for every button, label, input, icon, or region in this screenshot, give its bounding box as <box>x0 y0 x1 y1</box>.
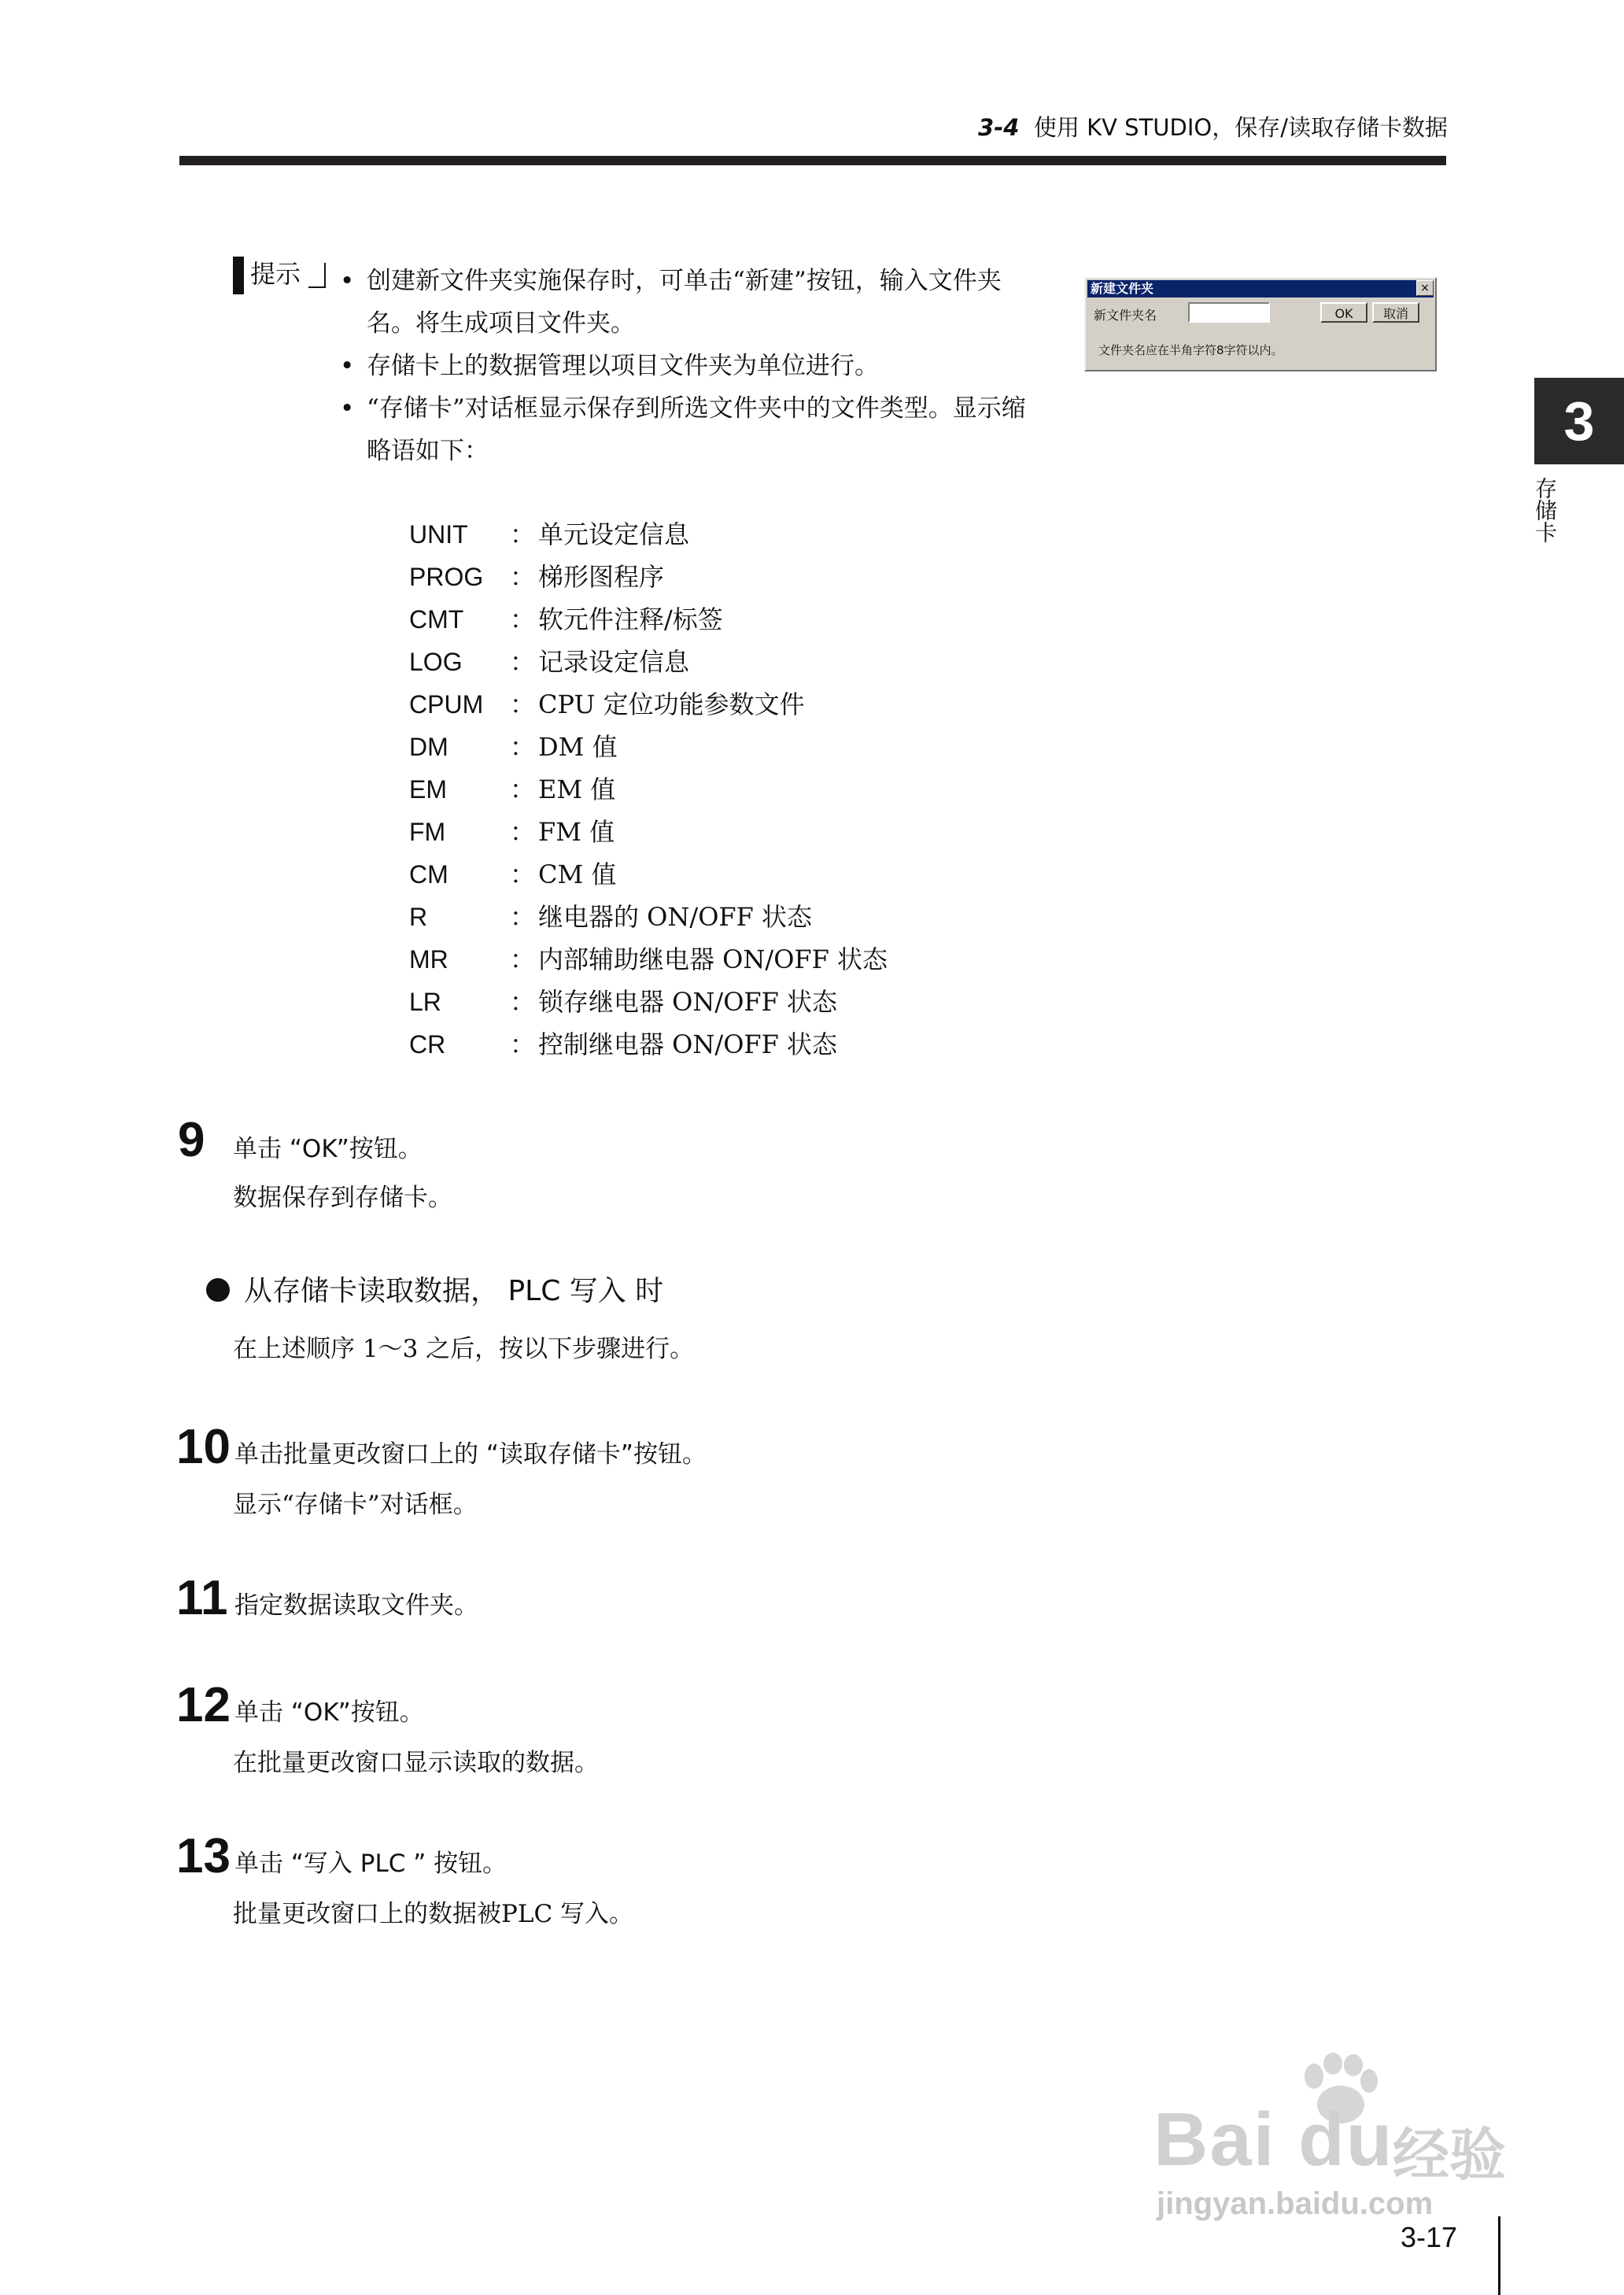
abbr-row <box>409 896 888 938</box>
abbr-colon: ： <box>509 689 535 719</box>
abbr-desc: 内部辅助继电器 ON/OFF 状态 <box>538 944 888 974</box>
step-10-title: 单击批量更改窗口上的 “读取存储卡”按钮。 <box>234 1440 707 1469</box>
abbr-desc: 记录设定信息 <box>538 647 690 677</box>
abbr-code: CR <box>409 1030 446 1059</box>
step-10-body: 显示“存储卡”对话框。 <box>233 1491 478 1519</box>
dialog-titlebar <box>1087 280 1434 298</box>
abbr-desc: 单元设定信息 <box>538 519 690 549</box>
step-12-title: 单击 “OK”按钮。 <box>234 1698 424 1727</box>
section-title: 使用 KV STUDIO，保存/读取存储卡数据 <box>1033 114 1448 141</box>
section-heading <box>206 1269 663 1309</box>
dialog-note: 文件夹名应在半角字符8字符以内。 <box>1098 343 1283 357</box>
section-number: 3-4 <box>978 114 1020 141</box>
cancel-button[interactable]: 取消 <box>1372 302 1419 323</box>
abbr-colon: ： <box>509 774 535 804</box>
section-heading-text: 从存储卡读取数据， PLC 写入 时 <box>244 1275 664 1307</box>
page-number: 3-17 <box>1401 2221 1458 2253</box>
ok-button[interactable]: OK <box>1320 302 1367 323</box>
abbr-row <box>409 641 888 683</box>
abbr-desc: 梯形图程序 <box>538 562 665 592</box>
abbr-desc: EM 值 <box>538 774 616 804</box>
step-13-body: 批量更改窗口上的数据被PLC 写入。 <box>233 1900 634 1928</box>
abbr-code: LR <box>409 988 441 1016</box>
hint-item: • “存储卡”对话框显示保存到所选文件夹中的文件类型。显示缩略语如下： <box>340 387 1048 472</box>
step-13-title: 单击 “写入 PLC ” 按钮。 <box>234 1850 507 1878</box>
step-11-title: 指定数据读取文件夹。 <box>234 1591 478 1620</box>
abbr-colon: ： <box>509 817 535 847</box>
abbr-code: PROG <box>409 563 484 591</box>
abbr-colon: ： <box>509 987 535 1017</box>
bullet-icon <box>206 1278 230 1302</box>
step-9-number: 9 <box>178 1113 205 1167</box>
header-rule <box>179 156 1446 165</box>
abbr-colon: ： <box>509 902 535 932</box>
step-11-number: 11 <box>176 1571 228 1625</box>
abbr-colon: ： <box>509 604 535 634</box>
abbr-row <box>409 938 888 981</box>
watermark-url: jingyan.baidu.com <box>1157 2186 1434 2221</box>
step-13-number: 13 <box>176 1829 231 1883</box>
step-12-body: 在批量更改窗口显示读取的数据。 <box>233 1749 599 1777</box>
abbr-code: MR <box>409 945 448 974</box>
abbr-colon: ： <box>509 1029 535 1059</box>
abbr-row <box>409 1023 888 1066</box>
hint-item: • 创建新文件夹实施保存时，可单击“新建”按钮，输入文件夹名。将生成项目文件夹。 <box>340 260 1048 345</box>
page-number-rule <box>1498 2216 1500 2295</box>
abbr-code: CPUM <box>409 690 484 719</box>
step-9-body: 数据保存到存储卡。 <box>233 1184 452 1212</box>
close-icon[interactable]: × <box>1416 280 1434 296</box>
abbr-row <box>409 726 888 768</box>
abbr-colon: ： <box>509 859 535 889</box>
dialog-title: 新建文件夹 <box>1091 281 1154 296</box>
chapter-tab: 3 <box>1534 378 1624 464</box>
abbr-code: CMT <box>409 605 464 634</box>
page-header <box>968 110 1448 142</box>
abbr-desc: FM 值 <box>538 817 615 847</box>
abbr-row <box>409 811 888 853</box>
abbr-colon: ： <box>509 562 535 592</box>
abbr-row <box>409 556 888 598</box>
abbr-row <box>409 598 888 641</box>
abbr-desc: 控制继电器 ON/OFF 状态 <box>538 1029 838 1059</box>
abbreviation-list <box>409 513 888 1066</box>
abbr-desc: CPU 定位功能参数文件 <box>538 689 805 719</box>
step-12-number: 12 <box>176 1678 231 1732</box>
abbr-row <box>409 683 888 726</box>
abbr-code: FM <box>409 818 446 846</box>
folder-name-input[interactable] <box>1188 302 1270 323</box>
abbr-colon: ： <box>509 732 535 762</box>
abbr-desc: 锁存继电器 ON/OFF 状态 <box>538 987 838 1017</box>
abbr-colon: ： <box>509 519 535 549</box>
abbr-code: R <box>409 903 428 931</box>
abbr-colon: ： <box>509 944 535 974</box>
step-9-title: 单击 “OK”按钮。 <box>233 1135 423 1163</box>
abbr-desc: 继电器的 ON/OFF 状态 <box>538 902 813 932</box>
hint-item: • 存储卡上的数据管理以项目文件夹为单位进行。 <box>340 345 1048 387</box>
abbr-desc: CM 值 <box>538 859 617 889</box>
hint-icon: 提示 <box>233 257 301 294</box>
step-10-number: 10 <box>176 1420 231 1474</box>
abbr-row <box>409 853 888 896</box>
abbr-desc: 软元件注释/标签 <box>538 604 723 634</box>
abbr-code: CM <box>409 860 448 889</box>
section-intro: 在上述顺序 1～3 之后，按以下步骤进行。 <box>233 1335 695 1363</box>
folder-name-label: 新文件夹名 <box>1094 308 1157 323</box>
abbr-row <box>409 768 888 811</box>
watermark-brand: Bai du <box>1153 2097 1394 2182</box>
abbr-row <box>409 513 888 556</box>
abbr-code: DM <box>409 733 448 761</box>
watermark-cn: 经验 <box>1393 2122 1507 2188</box>
abbr-row <box>409 981 888 1023</box>
hint-list <box>340 260 1048 472</box>
abbr-code: EM <box>409 775 447 804</box>
abbr-desc: DM 值 <box>538 732 618 762</box>
chapter-side-label: 存储卡 <box>1532 477 1558 543</box>
abbr-colon: ： <box>509 647 535 677</box>
abbr-code: LOG <box>409 648 463 676</box>
new-folder-dialog <box>1084 277 1437 371</box>
hint-corner-mark <box>308 263 326 288</box>
abbr-code: UNIT <box>409 520 468 549</box>
